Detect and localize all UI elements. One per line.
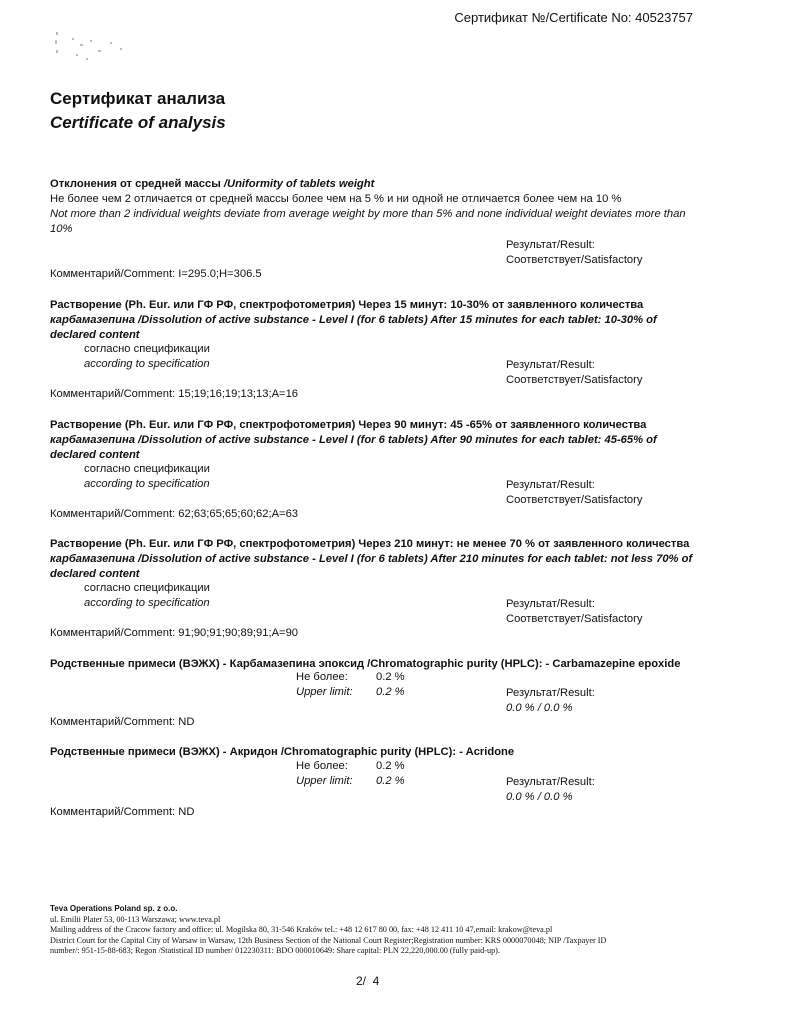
certificate-number: Сертификат №/Certificate No: 40523757 (454, 10, 693, 25)
result-block (506, 358, 642, 388)
section-heading: Родственные примеси (ВЭЖХ) - Акридон /Chromatographic purity (HPLC): - Acridone (50, 746, 515, 758)
result-value: Соответствует/Satisfactory (506, 374, 643, 386)
section-acridone (50, 745, 730, 760)
heading-line-1: Растворение (Ph. Eur. или ГФ РФ, спектрофотометрия) Через 90 минут: 45 -65% от заявленного количества (50, 419, 647, 431)
spec-en: according to specification (84, 478, 210, 490)
limit-en-label: Upper limit: (296, 775, 353, 787)
footer-company: Teva Operations Poland sp. z o.o. (50, 904, 178, 913)
heading-en: /Uniformity of tablets weight (223, 178, 375, 190)
footer-mailing: Mailing address of the Cracow factory and office: ul. Mogilska 80, 31-546 Kraków tel.: +48 12 617 80 00, fax: +48 12 411 10 47,email: krakow@teva.pl (50, 925, 553, 934)
section-uniformity (50, 177, 730, 237)
heading-line-2: карбамазепина /Dissolution of active substance - Level I (for 6 tablets) After 210 minutes for each tablet: not less 70% of (50, 553, 693, 565)
result-label: Результат/Result: (506, 359, 595, 371)
spec-ru: согласно спецификации (84, 343, 210, 355)
section-dissolution-90 (50, 418, 730, 463)
result-value: Соответствует/Satisfactory (506, 613, 643, 625)
result-value: 0.0 % / 0.0 % (506, 702, 573, 714)
result-value: 0.0 % / 0.0 % (506, 791, 573, 803)
limit-en-value: 0.2 % (376, 775, 405, 787)
criterion-en: Not more than 2 individual weights deviate from average weight by more than 5% and none individual weight deviates more than (50, 208, 686, 220)
section-epoxide (50, 657, 730, 672)
limit-ru-label: Не более: (296, 760, 348, 772)
heading-line-3: declared content (50, 329, 140, 341)
limit-ru-value: 0.2 % (376, 760, 405, 772)
result-block (506, 775, 595, 805)
comment: Комментарий/Comment: 15;19;16;19;13;13;A=16 (50, 388, 299, 400)
spec-ru: согласно спецификации (84, 582, 210, 594)
section-heading (50, 177, 730, 192)
comment: Комментарий/Comment: 62;63;65;65;60;62;A=63 (50, 508, 299, 520)
limit-ru-value: 0.2 % (376, 671, 405, 683)
result-block (506, 686, 595, 716)
footer-court: District Court for the Capital City of Warsaw in Warsaw, 12th Business Section of the National Court Register;Registration number: KRS 0000070048; NIP /Taxpayer ID (50, 935, 607, 945)
spec-en: according to specification (84, 358, 210, 370)
spec-ru: согласно спецификации (84, 463, 210, 475)
footer (50, 904, 750, 957)
footer-address: ul. Emilii Plater 53, 00-113 Warszawa; www.teva.pl (50, 914, 221, 924)
title-ru: Сертификат анализа (50, 89, 226, 108)
section-heading: Родственные примеси (ВЭЖХ) - Карбамазепина эпоксид /Chromatographic purity (HPLC): - Carbamazepine epoxide (50, 658, 681, 670)
comment: Комментарий/Comment: I=295.0;H=306.5 (50, 268, 262, 280)
spec-en: according to specification (84, 597, 210, 609)
heading-line-1: Растворение (Ph. Eur. или ГФ РФ, спектрофотометрия) Через 15 минут: 10-30% от заявленного количества (50, 299, 644, 311)
limit-en-value: 0.2 % (376, 686, 405, 698)
result-label: Результат/Result: (506, 776, 595, 788)
footer-numbers: number/: 951-15-88-683; Regon /Statistical ID number/ 012230311: BDO 000010649: Share capital: PLN 22,220,000.00 (fully paid-up). (50, 946, 500, 955)
comment: Комментарий/Comment: ND (50, 806, 195, 818)
result-block (506, 238, 642, 268)
limit-ru-label: Не более: (296, 671, 348, 683)
heading-line-2: карбамазепина /Dissolution of active substance - Level I (for 6 tablets) After 15 minutes for each tablet: 10-30% of (50, 314, 657, 326)
result-block (506, 478, 642, 508)
page-indicator: 2/ 4 (356, 974, 380, 988)
section-dissolution-210 (50, 537, 730, 582)
result-label: Результат/Result: (506, 598, 595, 610)
heading-line-1: Растворение (Ph. Eur. или ГФ РФ, спектрофотометрия) Через 210 минут: не менее 70 % от заявленного количества (50, 538, 690, 550)
limit-en-label: Upper limit: (296, 686, 353, 698)
comment: Комментарий/Comment: ND (50, 716, 195, 728)
result-value: Соответствует/Satisfactory (506, 494, 643, 506)
section-dissolution-15 (50, 298, 730, 343)
heading-ru: Отклонения от средней массы (50, 178, 224, 190)
result-label: Результат/Result: (506, 479, 595, 491)
result-block (506, 597, 642, 627)
heading-line-3: declared content (50, 449, 140, 461)
criterion-en-cont: 10% (50, 223, 73, 235)
result-label: Результат/Result: (506, 687, 595, 699)
heading-line-2: карбамазепина /Dissolution of active substance - Level I (for 6 tablets) After 90 minutes for each tablet: 45-65% of (50, 434, 657, 446)
result-value: Соответствует/Satisfactory (506, 254, 643, 266)
title-en: Certificate of analysis (50, 113, 226, 132)
criterion-ru: Не более чем 2 отличается от средней массы более чем на 5 % и ни одной не отличается более чем на 10 % (50, 193, 622, 205)
result-label: Результат/Result: (506, 239, 595, 251)
comment: Комментарий/Comment: 91;90;91;90;89;91;A=90 (50, 627, 299, 639)
heading-line-3: declared content (50, 568, 140, 580)
faded-logo-icon (50, 28, 140, 68)
